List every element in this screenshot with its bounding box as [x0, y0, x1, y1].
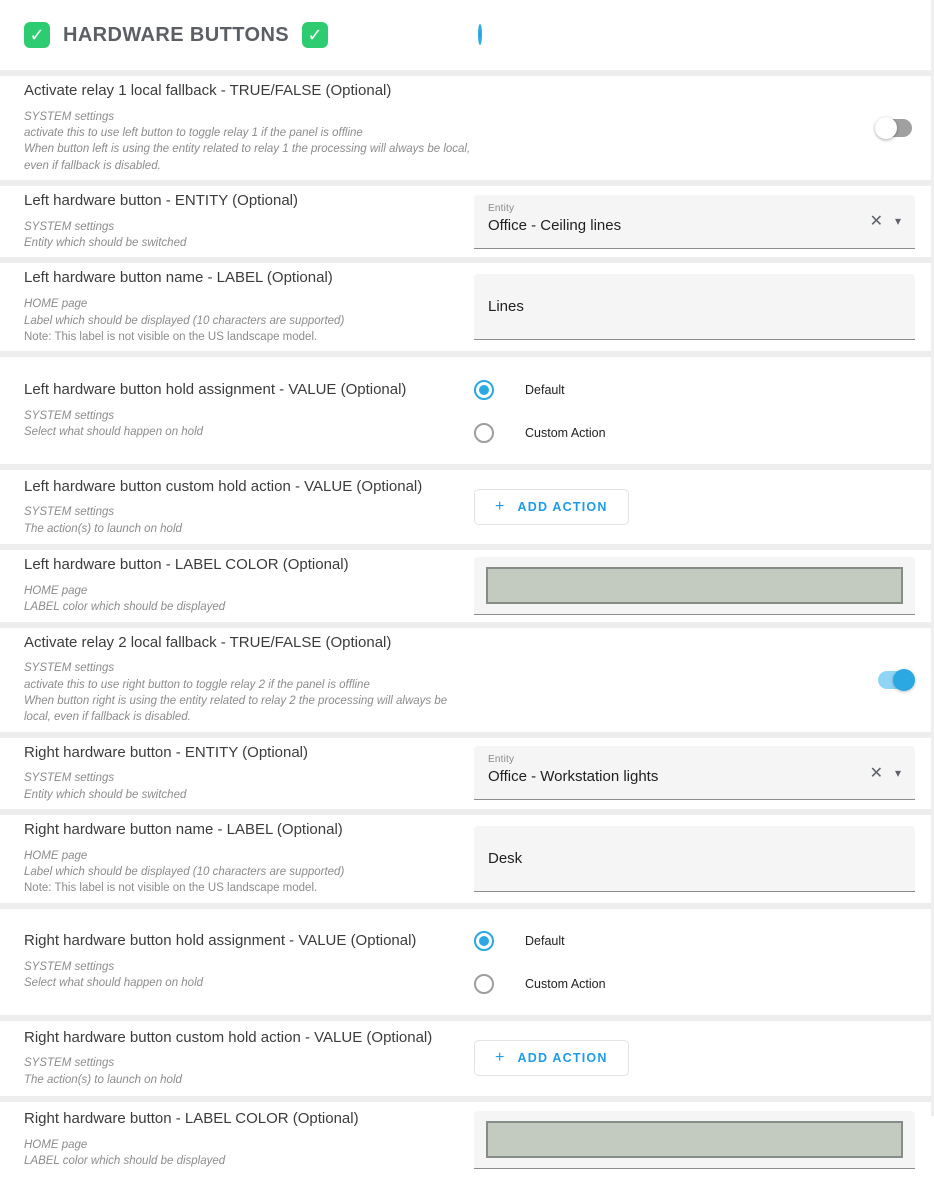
row-text	[24, 744, 474, 803]
entity-field-value: Office - Ceiling lines	[488, 216, 622, 234]
settings-row-relay1-fallback	[0, 76, 931, 180]
row-title: Left hardware button custom hold action - VALUE (Optional)	[24, 477, 423, 495]
row-description: The action(s) to launch on hold	[24, 522, 182, 535]
row-title: Right hardware button hold assignment - VALUE (Optional)	[24, 932, 417, 950]
row-description: SYSTEM settings	[24, 506, 115, 519]
right-label-color-picker[interactable]	[474, 1111, 915, 1169]
row-text	[24, 269, 474, 345]
relay1-fallback-toggle[interactable]	[875, 116, 915, 140]
row-description: SYSTEM settings	[24, 662, 115, 675]
row-text	[24, 821, 474, 897]
row-title: Left hardware button name - LABEL (Optional)	[24, 269, 333, 287]
chevron-down-icon[interactable]: ▾	[894, 765, 901, 780]
row-text	[24, 1029, 474, 1088]
add-action-label: ADD ACTION	[517, 500, 608, 515]
plus-icon: +	[495, 498, 506, 516]
relay2-fallback-toggle[interactable]	[875, 668, 915, 692]
row-description: SYSTEM settings	[24, 772, 115, 785]
left-entity-select[interactable]	[474, 195, 915, 249]
section-enabled-radio-wrap	[478, 26, 482, 44]
page-title: HARDWARE BUTTONS	[63, 23, 290, 46]
row-title: Right hardware button custom hold action - VALUE (Optional)	[24, 1028, 433, 1046]
radio-selected-icon	[474, 380, 494, 400]
row-description: SYSTEM settings	[24, 1057, 115, 1070]
toggle-thumb	[875, 117, 897, 139]
row-description-note: Note: This label is not visible on the US landscape model.	[24, 330, 318, 343]
clear-icon[interactable]: ✕	[869, 213, 883, 231]
radio-option-label: Default	[525, 383, 565, 398]
left-name-input[interactable]: Lines	[474, 274, 915, 340]
settings-row-left-label-color	[0, 550, 931, 621]
row-text	[24, 932, 474, 991]
settings-row-left-hold-assignment	[0, 357, 931, 464]
settings-row-relay2-fallback	[0, 628, 931, 732]
chevron-down-icon[interactable]: ▾	[894, 214, 901, 229]
row-description: When button left is using the entity related to relay 1 the processing will always be local, even if fallback is disabled.	[24, 143, 471, 172]
row-description: Label which should be displayed (10 characters are supported)	[24, 314, 345, 327]
radio-option-default[interactable]	[474, 931, 915, 951]
row-text	[24, 82, 474, 174]
right-name-input[interactable]: Desk	[474, 826, 915, 892]
entity-field-icons	[870, 211, 901, 231]
radio-unselected-icon	[474, 423, 494, 443]
row-text	[24, 381, 474, 440]
settings-row-right-custom-hold	[0, 1021, 931, 1096]
entity-field-label: Entity	[488, 202, 515, 214]
color-swatch	[486, 1121, 903, 1158]
row-text	[24, 478, 474, 537]
radio-option-label: Custom Action	[525, 426, 606, 441]
row-text	[24, 634, 474, 726]
radio-option-label: Custom Action	[525, 977, 606, 992]
row-description: The action(s) to launch on hold	[24, 1073, 182, 1086]
row-description: HOME page	[24, 849, 88, 862]
check-icon: ✓	[24, 22, 50, 48]
row-description: HOME page	[24, 1138, 88, 1151]
row-description: SYSTEM settings	[24, 409, 115, 422]
row-description: activate this to use right button to toggle relay 2 if the panel is offline	[24, 678, 370, 691]
entity-field-value: Office - Workstation lights	[488, 768, 659, 786]
row-title: Right hardware button name - LABEL (Optional)	[24, 821, 343, 839]
radio-option-custom-action[interactable]	[474, 974, 915, 994]
row-description: LABEL color which should be displayed	[24, 1155, 226, 1168]
row-description: Select what should happen on hold	[24, 977, 204, 990]
row-title: Left hardware button - ENTITY (Optional)	[24, 192, 299, 210]
row-description: Entity which should be switched	[24, 237, 187, 250]
row-text	[24, 192, 474, 251]
add-action-button[interactable]	[474, 489, 629, 525]
row-description: Entity which should be switched	[24, 788, 187, 801]
row-description-note: Note: This label is not visible on the US landscape model.	[24, 882, 318, 895]
radio-unselected-icon	[474, 974, 494, 994]
add-action-label: ADD ACTION	[517, 1051, 608, 1066]
row-title: Left hardware button - LABEL COLOR (Optional)	[24, 556, 349, 574]
section-enabled-radio-icon[interactable]	[478, 24, 482, 45]
row-description: LABEL color which should be displayed	[24, 601, 226, 614]
entity-field-label: Entity	[488, 754, 515, 766]
row-description: HOME page	[24, 584, 88, 597]
radio-option-label: Default	[525, 934, 565, 949]
left-label-color-picker[interactable]	[474, 557, 915, 615]
add-action-button[interactable]	[474, 1040, 629, 1076]
row-title: Activate relay 1 local fallback - TRUE/FALSE (Optional)	[24, 82, 392, 99]
row-title: Left hardware button hold assignment - VALUE (Optional)	[24, 381, 407, 398]
check-icon: ✓	[302, 22, 328, 48]
row-description: SYSTEM settings	[24, 110, 115, 123]
entity-field-icons	[870, 763, 901, 783]
row-description: Select what should happen on hold	[24, 426, 204, 439]
row-text	[24, 1110, 474, 1169]
row-text	[24, 556, 474, 615]
row-description: activate this to use left button to toggle relay 1 if the panel is offline	[24, 127, 363, 140]
settings-row-left-custom-hold	[0, 470, 931, 544]
radio-option-custom-action[interactable]	[474, 423, 915, 443]
row-title: Right hardware button - ENTITY (Optional)	[24, 743, 309, 761]
right-entity-select[interactable]	[474, 746, 915, 800]
row-description: HOME page	[24, 298, 88, 311]
section-header	[0, 0, 931, 70]
settings-row-right-name	[0, 815, 931, 903]
radio-selected-icon	[474, 931, 494, 951]
row-description: SYSTEM settings	[24, 960, 115, 973]
row-description: Label which should be displayed (10 characters are supported)	[24, 866, 345, 879]
settings-row-right-label-color	[0, 1102, 931, 1178]
row-title: Right hardware button - LABEL COLOR (Optional)	[24, 1110, 359, 1128]
toggle-thumb	[893, 669, 915, 691]
row-title: Activate relay 2 local fallback - TRUE/FALSE (Optional)	[24, 633, 392, 651]
settings-row-right-entity	[0, 738, 931, 809]
radio-option-default[interactable]	[474, 380, 915, 400]
settings-row-right-hold-assignment	[0, 909, 931, 1015]
settings-row-left-name	[0, 263, 931, 351]
plus-icon: +	[495, 1049, 506, 1067]
clear-icon[interactable]: ✕	[869, 764, 883, 782]
color-swatch	[486, 567, 903, 604]
settings-row-left-entity	[0, 186, 931, 257]
row-description: When button right is using the entity related to relay 2 the processing will always be local, even if fallback is disabled.	[24, 695, 448, 724]
row-description: SYSTEM settings	[24, 220, 115, 233]
